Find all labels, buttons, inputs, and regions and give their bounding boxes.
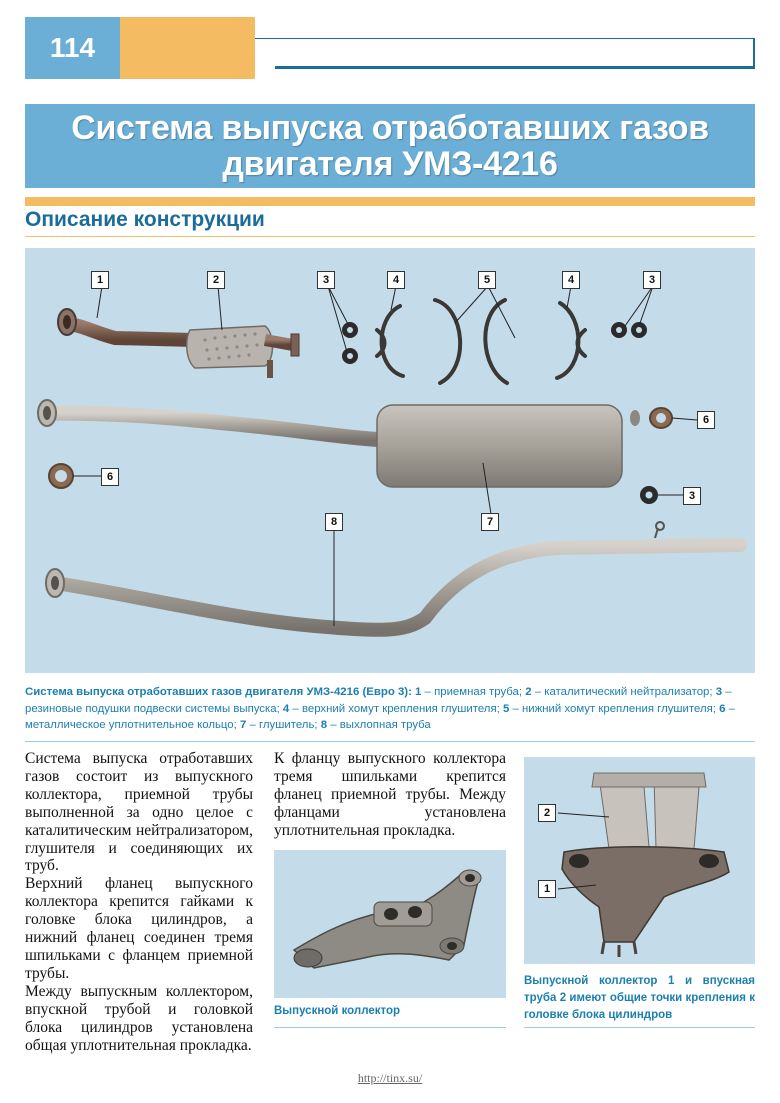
caption-num: 2 [525, 686, 532, 698]
collector-caption-rule [274, 1027, 506, 1028]
page-number: 114 [49, 32, 96, 63]
callout-4: 4 [387, 271, 405, 289]
manifold-figure [524, 757, 755, 964]
callout-6: 6 [697, 411, 715, 429]
exhaust-parts-illustration [25, 248, 755, 673]
tail-pipe [46, 522, 740, 630]
caption-item: приемная труба [434, 686, 519, 698]
muffler-clamps [377, 300, 585, 383]
caption-item: нижний хомут крепления глушителя [521, 702, 713, 715]
callout-intake-2: 2 [538, 804, 556, 822]
title-accent-bar [25, 197, 755, 206]
title-line-2: двигателя УМЗ-4216 [222, 145, 558, 183]
callout-2: 2 [207, 271, 225, 289]
paragraph: Верхний фланец выпускного коллектора крепится гайками к головке блока цилиндров, а нижний фланец соединен тремя шпильками с фланцем приемной трубы. [25, 875, 253, 982]
caption-num: 5 [502, 702, 510, 715]
header-rule-bottom [275, 66, 755, 69]
caption-num: 6 [719, 702, 726, 715]
caption-item: верхний хомут крепления глушителя [301, 702, 497, 715]
caption-item: выхлопная труба [339, 719, 431, 731]
title-banner [25, 104, 755, 188]
paragraph: Между выпускным коллектором, впускной трубой и головкой блока цилиндров установлена общая уплотнительная прокладка. [25, 982, 253, 1054]
caption-item: каталитический нейтрализатор [544, 686, 710, 698]
front-pipe [58, 309, 195, 340]
caption-num: 4 [282, 702, 290, 715]
callout-8: 8 [325, 513, 343, 531]
callout-5: 5 [478, 271, 496, 289]
rubber-cushions-top [342, 322, 647, 364]
callout-1: 1 [91, 271, 109, 289]
header-rule-top [255, 38, 755, 39]
section-rule [25, 236, 755, 237]
exhaust-system-figure [25, 248, 755, 673]
caption-lead: Система выпуска отработавших газов двигателя УМЗ-4216 (Евро 3): [25, 686, 412, 698]
caption-item: металлическое уплотнительное кольцо [25, 719, 234, 731]
manifold-caption-rule [524, 1027, 755, 1028]
caption-rule [25, 741, 755, 742]
manifold-illustration [524, 757, 755, 964]
caption-num: 3 [715, 686, 723, 698]
callout-exhaust-1: 1 [538, 880, 556, 898]
callout-6b: 6 [101, 468, 119, 486]
header-orange-block [120, 17, 255, 79]
collector-caption: Выпускной коллектор [274, 1005, 401, 1017]
callout-3c: 3 [683, 487, 701, 505]
section-heading: Описание конструкции [25, 208, 265, 231]
caption-num: 1 [415, 686, 422, 698]
body-column-1 [25, 750, 253, 1054]
caption-item: глушитель [259, 719, 315, 731]
muffler-assembly [38, 400, 640, 487]
paragraph: Система выпуска отработавших газов состоит из выпускного коллектора, приемной трубы выполненной за одно целое с каталитическим нейтрализатором, глушителя и соединяющих их труб. [25, 750, 253, 875]
callout-3b: 3 [643, 271, 661, 289]
paragraph: К фланцу выпускного коллектора тремя шпильками крепится фланец приемной трубы. Между фланцами установлена уплотнительная прокладка. [274, 750, 506, 839]
exhaust-collector-illustration [274, 850, 506, 998]
footer-url[interactable]: http://tinx.su/ [357, 1071, 423, 1085]
body-column-2 [274, 750, 506, 840]
caption-num: 8 [320, 719, 328, 731]
caption-item: резиновые подушки подвески системы выпуска [25, 702, 277, 715]
catalytic-converter [187, 326, 299, 378]
header-rule-right [753, 38, 755, 68]
caption-num: 7 [239, 719, 247, 731]
exhaust-collector-figure [274, 850, 506, 998]
manifold-caption: Выпускной коллектор 1 и впускная труба 2 имеют общие точки крепления к головке блока цилиндров [524, 975, 755, 1021]
title-line-1: Система выпуска отработавших газов [71, 109, 709, 147]
page-title [71, 110, 709, 182]
figure-caption: Система выпуска отработавших газов двигателя УМЗ-4216 (Евро 3): 1 – приемная труба; 2 – каталитический нейтрализатор; 3 – резиновые подушки подвески системы выпуска; 4 – верхний хомут крепления глушителя; 5 – нижний хомут крепления глушителя; 6 – металлическое уплотнительное кольцо; 7 – глушитель; 8 – выхлопная труба [25, 686, 735, 731]
callout-3: 3 [317, 271, 335, 289]
callout-4b: 4 [562, 271, 580, 289]
callout-7: 7 [481, 513, 499, 531]
rubber-cushion-bottom [640, 486, 658, 504]
